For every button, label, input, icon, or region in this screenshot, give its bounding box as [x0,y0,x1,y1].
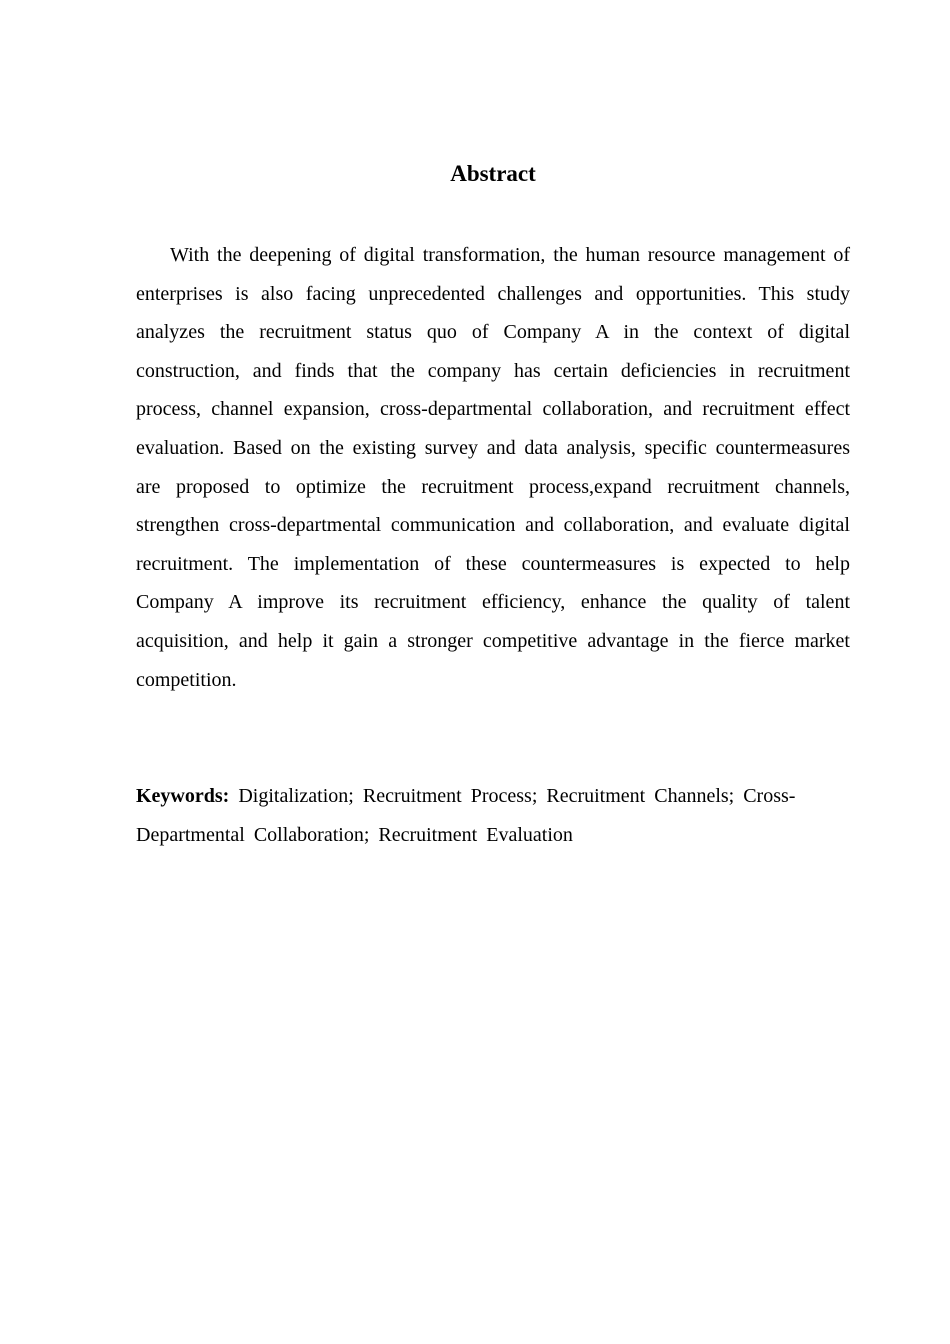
keywords-list: Digitalization; Recruitment Process; Recruitment Channels; Cross-Departmental Collaboration; Recruitment Evaluation [136,785,796,846]
keywords-label: Keywords: [136,785,230,807]
abstract-body: With the deepening of digital transformation, the human resource management of enterprises is also facing unprecedented challenges and opportunities. This study analyzes the recruitment status quo of Company A in the context of digital construction, and finds that the company has certain deficiencies in recruitment process, channel expansion, cross-departmental collaboration, and recruitment effect evaluation. Based on the existing survey and data analysis, specific countermeasures are proposed to optimize the recruitment process,expand recruitment channels, strengthen cross-departmental communication and collaboration, and evaluate digital recruitment. The implementation of these countermeasures is expected to help Company A improve its recruitment efficiency, enhance the quality of talent acquisition, and help it gain a stronger competitive advantage in the fierce market competition. [136,244,850,691]
keywords-line [136,777,850,854]
abstract-title: Abstract [450,161,536,186]
